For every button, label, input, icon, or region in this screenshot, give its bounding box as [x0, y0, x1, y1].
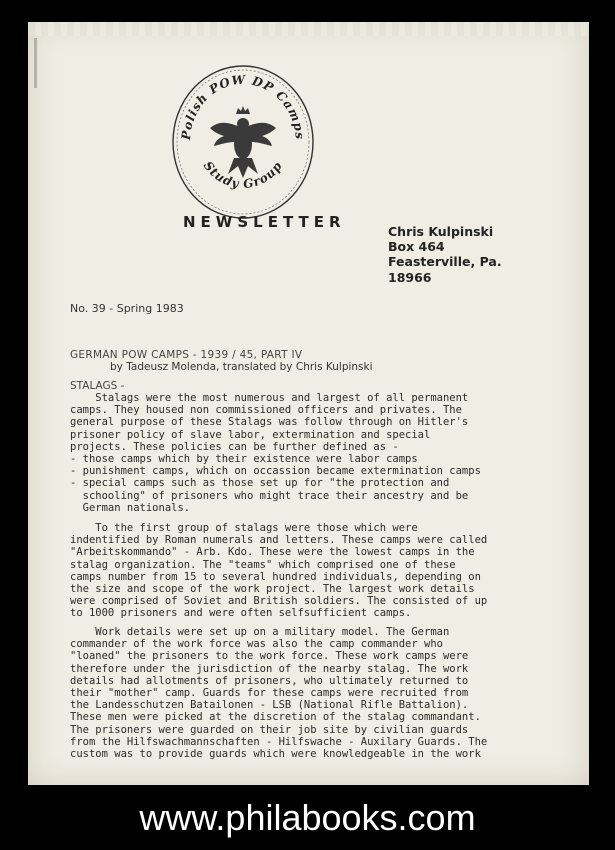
text-line: camps. They housed non commissioned officers and privates. The: [70, 404, 462, 417]
text-line: prisoner policy of slave labor, extermination and special: [70, 428, 431, 441]
text-line: Stalags were the most numerous and largest of all permanent: [70, 392, 469, 404]
website-url: www.philabooks.com: [139, 797, 476, 838]
study-group-seal: [168, 62, 318, 222]
issue-number: No. 39 - Spring 1983: [70, 302, 184, 315]
seal-bottom-text: Study Group: [200, 158, 286, 192]
text-line: commander of the work force was also the camp commander who: [70, 638, 443, 651]
text-line: "loaned" the prisoners to the work force. These work camps were: [70, 650, 469, 663]
text-line: details had allotments of prisoners, who ultimately returned to: [70, 674, 469, 687]
text-line: their "mother" camp. Guards for these camps were recruited from: [70, 687, 469, 700]
text-line: "Arbeitskommando" - Arb. Kdo. These were the lowest camps in the: [70, 546, 475, 559]
address-line: Feasterville, Pa.: [388, 254, 502, 270]
text-line: - those camps which by their existence were labor camps: [70, 453, 418, 466]
paragraph-1: [70, 392, 560, 514]
text-line: custom was to provide guards which were knowledgeable in the work: [70, 748, 481, 761]
article-title: GERMAN POW CAMPS - 1939 / 45, PART IV: [70, 349, 303, 361]
text-line: schooling" of prisoners who might trace their ancestry and be: [70, 489, 469, 502]
text-line: indentified by Roman numerals and letters. These camps were called: [70, 534, 488, 547]
paragraph-2: [70, 522, 560, 620]
text-line: the Landesschutzen Batailonen - LSB (National Rifle Battalion).: [70, 699, 469, 712]
text-line: The prisoners were guarded on their job site by civilian guards: [70, 723, 469, 736]
text-line: These men were picked at the discretion of the stalag commandant.: [70, 711, 481, 724]
text-line: were comprised of Soviet and British soldiers. The consisted of up: [70, 595, 488, 608]
text-line: from the Hilfswachmannschaften - Hilfswache - Auxilary Guards. The: [70, 735, 488, 748]
text-line: therefore under the jurisdiction of the nearby stalag. The work: [70, 662, 469, 675]
section-heading: STALAGS -: [70, 380, 125, 392]
seal-emblem: [168, 62, 318, 222]
page-mark: [34, 38, 37, 88]
text-line: projects. These policies can be further defined as -: [70, 440, 399, 453]
text-line: the size and scope of the work project. The largest work details: [70, 583, 475, 596]
seal-top-text: Polish POW DP Camps: [178, 72, 308, 141]
article-byline: by Tadeusz Molenda, translated by Chris Kulpinski: [110, 361, 373, 373]
text-line: German nationals.: [70, 501, 191, 514]
text-line: to 1000 prisoners and were often selfsufficient camps.: [70, 607, 412, 620]
newsletter-heading: NEWSLETTER: [183, 213, 346, 231]
mailing-address: [388, 224, 502, 285]
address-line: 18966: [388, 269, 432, 285]
text-line: general purpose of these Stalags was follow through on Hitler's: [70, 416, 469, 429]
text-line: - special camps such as those set up for "the protection and: [70, 477, 450, 490]
text-line: camps number from 15 to several hundred individuals, depending on: [70, 570, 481, 583]
eagle-icon: [210, 106, 276, 178]
text-line: - punishment camps, which on occassion became extermination camps: [70, 465, 481, 478]
torn-edge: [28, 22, 589, 36]
paragraph-3: [70, 626, 560, 760]
address-line: Box 464: [388, 239, 445, 255]
text-line: stalag organization. The "teams" which comprised one of these: [70, 558, 456, 571]
address-line: Chris Kulpinski: [388, 224, 494, 239]
text-line: Work details were set up on a military model. The German: [70, 626, 450, 638]
text-line: To the first group of stalags were those which were: [70, 522, 418, 534]
